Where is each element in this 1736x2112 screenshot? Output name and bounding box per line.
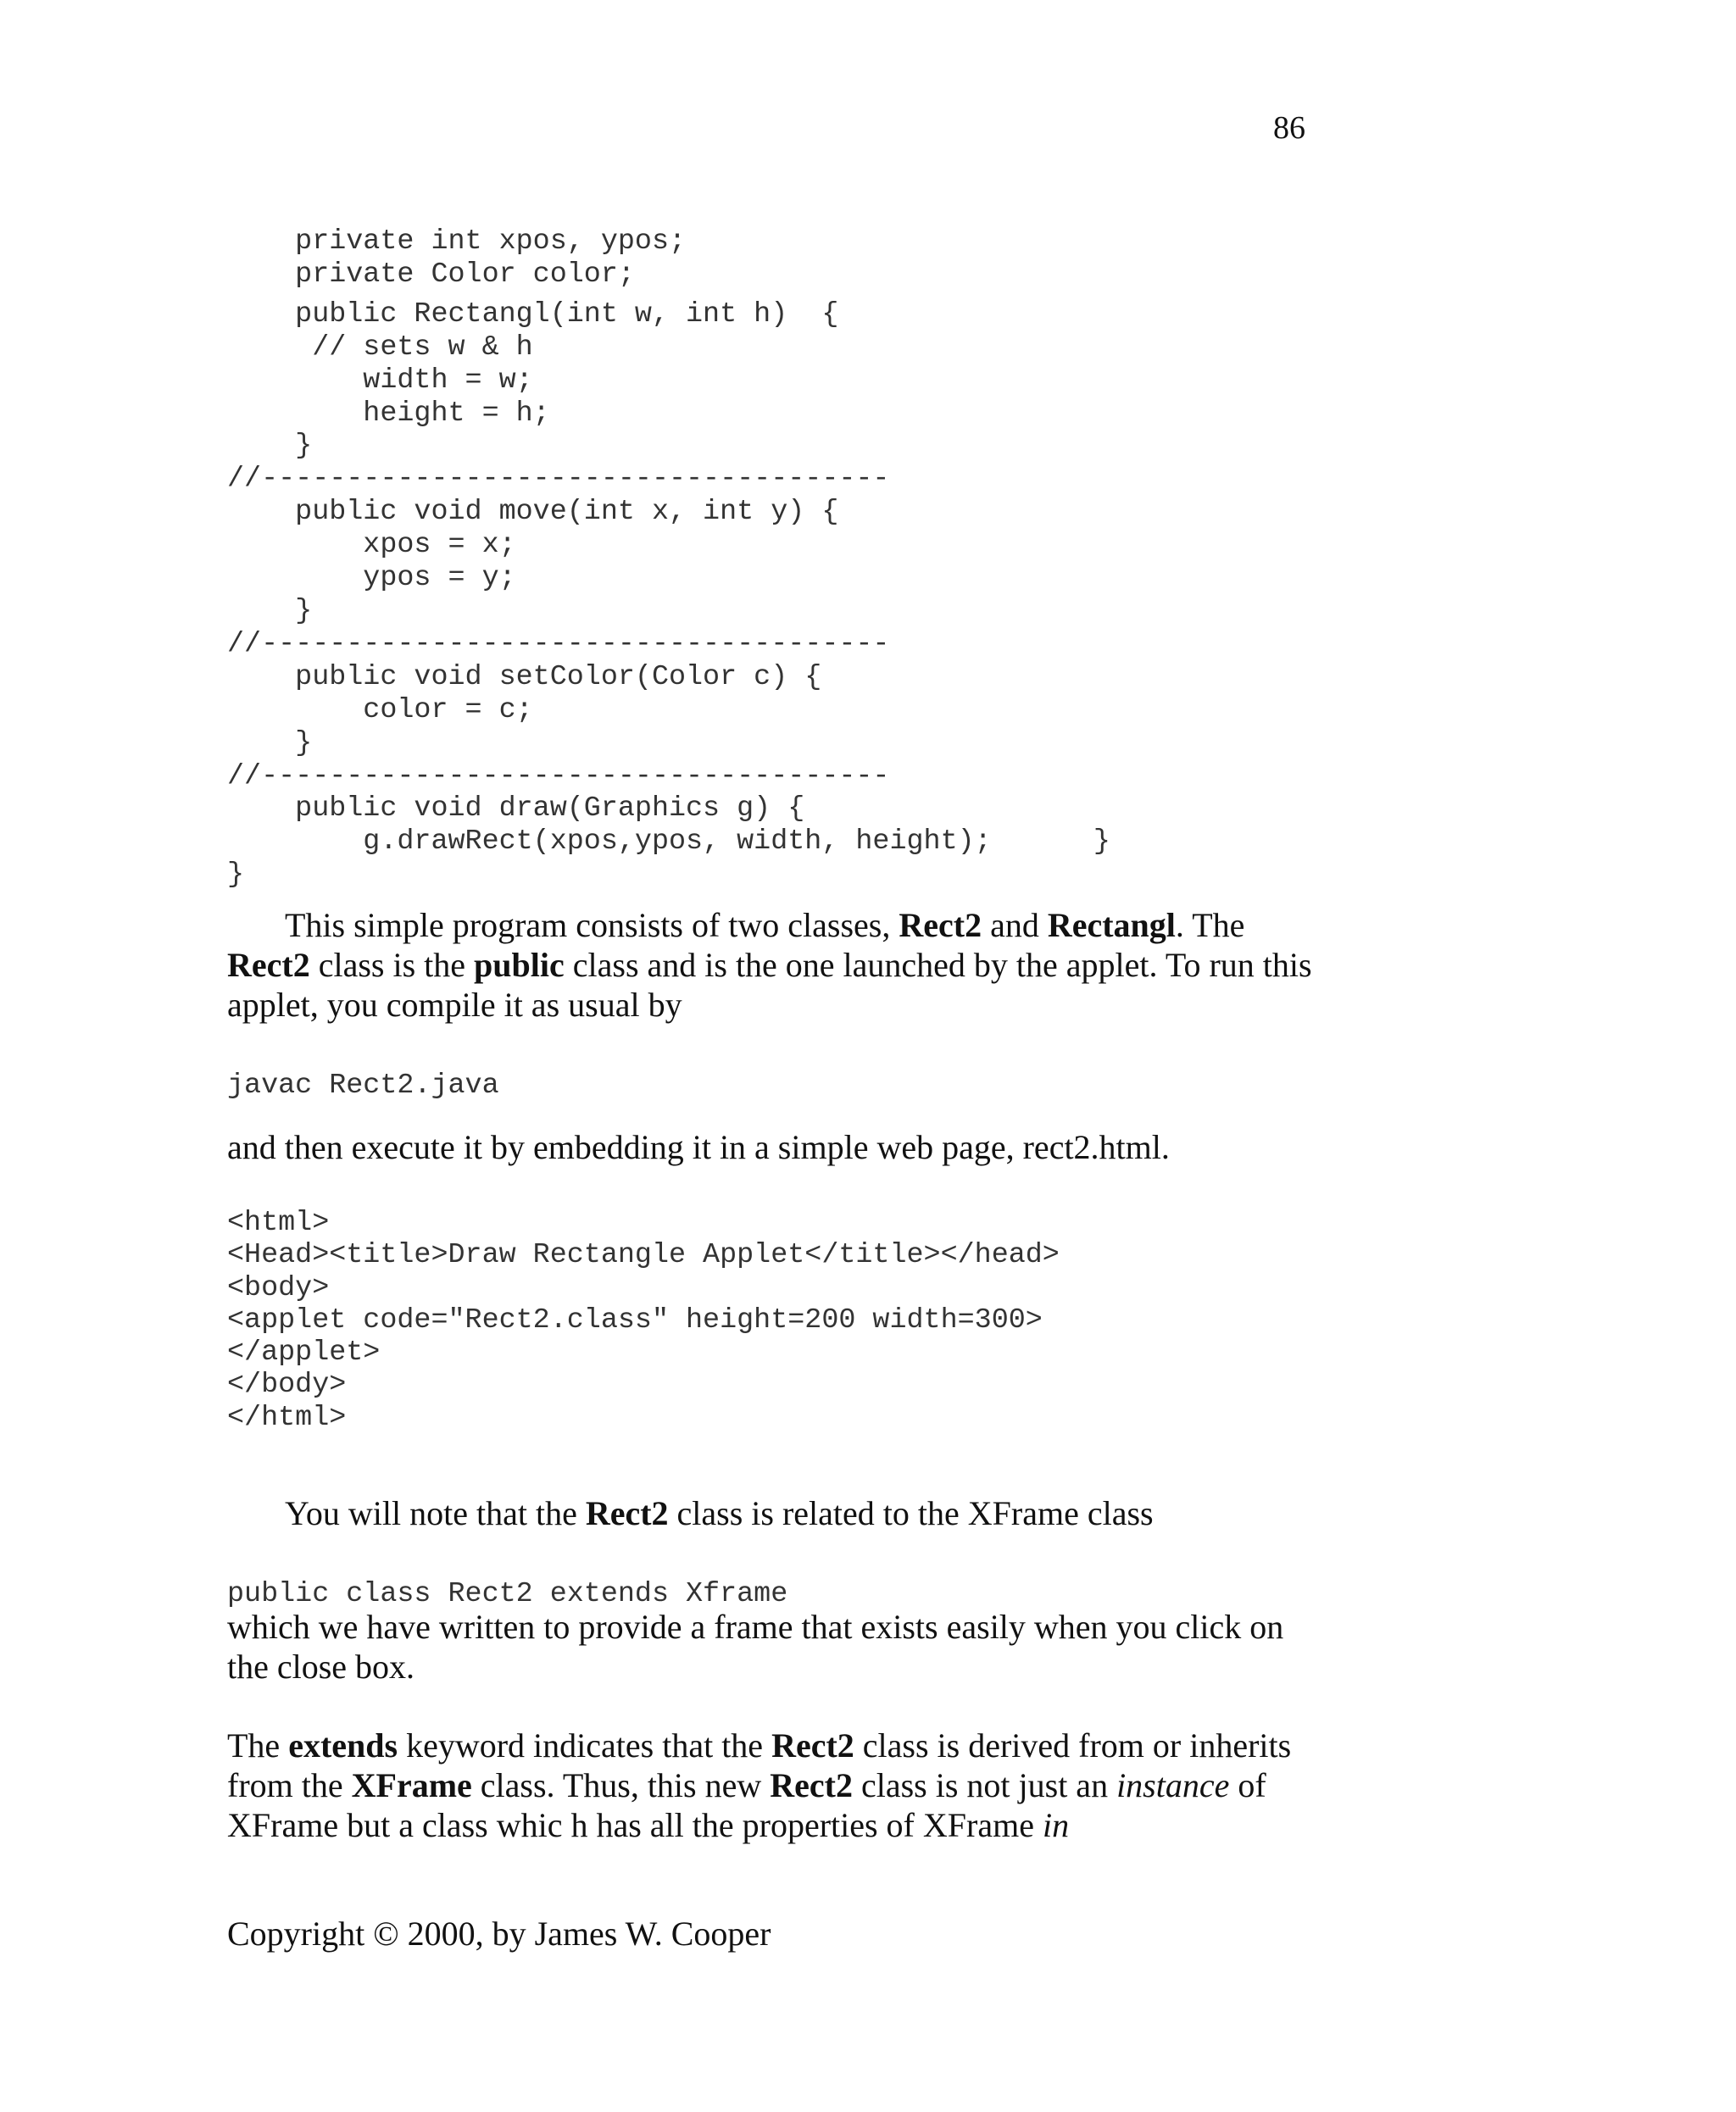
code-line: public Rectangl(int w, int h) {	[227, 297, 839, 331]
bold-term: Rectangl	[1047, 906, 1176, 944]
copyright-footer: Copyright © 2000, by James W. Cooper	[227, 1915, 771, 1953]
italic-term: instance	[1116, 1766, 1230, 1804]
code-line: //-------------------------------------	[227, 463, 890, 496]
code-line: ypos = y;	[227, 562, 516, 595]
code-line: //-------------------------------------	[227, 759, 890, 792]
code-line: color = c;	[227, 693, 533, 726]
code-line: <Head><title>Draw Rectangle Applet</title></head>	[227, 1239, 1060, 1272]
code-line: <body>	[227, 1271, 330, 1304]
bold-term: Rect2	[771, 1726, 854, 1765]
code-compile-command: javac Rect2.java	[227, 1070, 499, 1102]
paragraph-classes: This simple program consists of two classes, Rect2 and Rectangl. The Rect2 class is the public class and is the one launched by the applet. To run this applet, you compile it as usual by	[227, 906, 1312, 1024]
code-extends-line: public class Rect2 extends Xframe	[227, 1578, 788, 1610]
italic-term: in	[1042, 1806, 1070, 1844]
code-block-html	[227, 1207, 1060, 1434]
code-line: public void move(int x, int y) {	[227, 496, 839, 529]
code-block-class-body	[227, 225, 1110, 892]
code-line: </html>	[227, 1401, 347, 1434]
code-line: g.drawRect(xpos,ypos, width, height); }	[227, 825, 1110, 859]
code-line: private Color color;	[227, 258, 635, 291]
code-line: <html>	[227, 1207, 330, 1239]
code-line: <applet code="Rect2.class" height=200 width=300>	[227, 1303, 1043, 1337]
code-line: }	[227, 859, 245, 892]
paragraph-extends-keyword: The extends keyword indicates that the Rect2 class is derived from or inherits from the XFrame class. Thus, this new Rect2 class is not just an instance of XFrame but a class whic h has all the properties of XFrame in	[227, 1726, 1292, 1844]
code-line: public void setColor(Color c) {	[227, 660, 822, 693]
bold-term: public	[474, 946, 565, 984]
paragraph-execute: and then execute it by embedding it in a simple web page, rect2.html.	[227, 1128, 1170, 1166]
bold-term: Rect2	[770, 1766, 853, 1804]
page-number: 86	[1273, 110, 1305, 146]
bold-term: extends	[288, 1726, 398, 1765]
code-line	[227, 292, 1110, 298]
bold-term: Rect2	[585, 1494, 669, 1532]
code-line: xpos = x;	[227, 529, 516, 562]
code-line: }	[227, 430, 313, 463]
code-line: </body>	[227, 1369, 347, 1402]
bold-term: XFrame	[351, 1766, 472, 1804]
code-line: }	[227, 594, 313, 627]
code-line: private int xpos, ypos;	[227, 225, 687, 258]
code-line: width = w;	[227, 364, 533, 397]
code-line: height = h;	[227, 397, 550, 430]
paragraph-xframe-relation: You will note that the Rect2 class is related to the XFrame class	[285, 1494, 1154, 1532]
code-line: </applet>	[227, 1337, 381, 1370]
bold-term: Rect2	[899, 906, 982, 944]
code-line: }	[227, 726, 313, 759]
code-line: //-------------------------------------	[227, 627, 890, 660]
code-line: public void draw(Graphics g) {	[227, 792, 805, 825]
paragraph-frame-description: which we have written to provide a frame that exists easily when you click on the close box.	[227, 1608, 1284, 1686]
code-line: // sets w & h	[227, 331, 533, 364]
bold-term: Rect2	[227, 946, 310, 984]
